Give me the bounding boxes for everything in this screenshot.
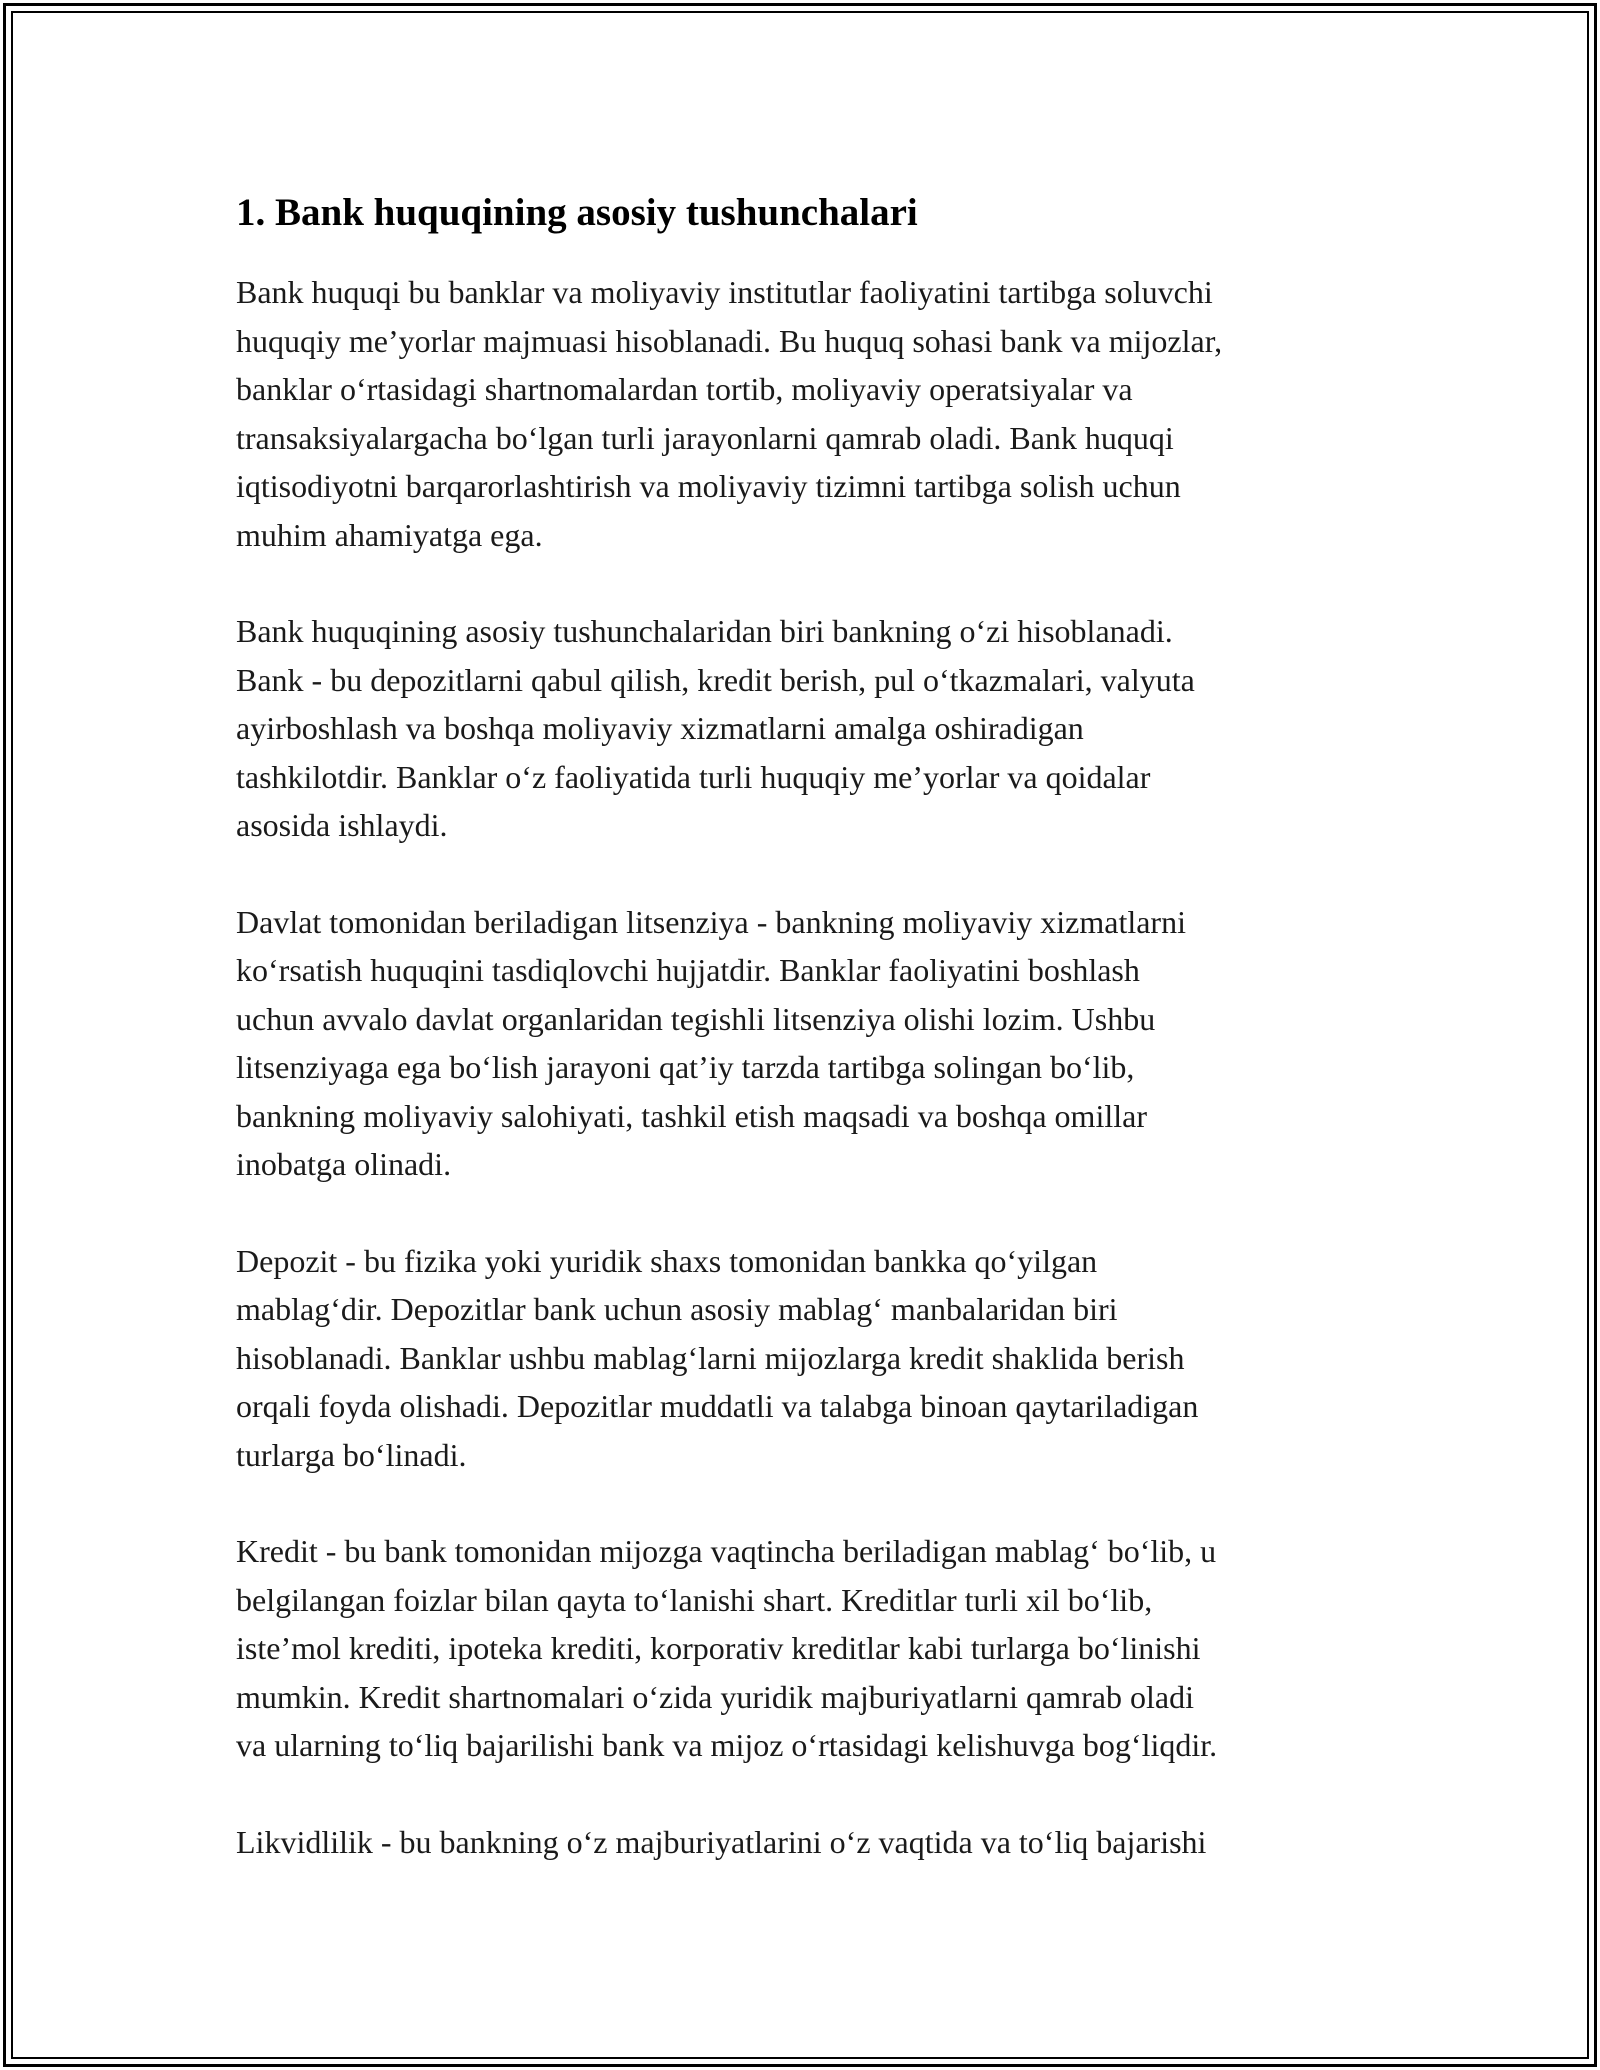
text-line: mumkin. Kredit shartnomalari oʻzida yuridik majburiyatlarni qamrab oladi [236,1678,1194,1715]
paragraph-deposit [236,1237,1386,1480]
text-line: orqali foyda olishadi. Depozitlar muddatli va talabga binoan qaytariladigan [236,1388,1199,1424]
paragraph-license [236,898,1386,1189]
text-line: banklar oʻrtasidagi shartnomalardan tortib, moliyaviy operatsiyalar va [236,371,1133,407]
text-line: ayirboshlash va boshqa moliyaviy xizmatlarni amalga oshiradigan [236,710,1084,746]
text-line: belgilangan foizlar bilan qayta toʻlanishi shart. Kreditlar turli xil boʻlib, [236,1581,1153,1618]
text-line: Depozit - bu fizika yoki yuridik shaxs tomonidan bankka qoʻyilgan [236,1242,1098,1279]
text-line: huquqiy me’yorlar majmuasi hisoblanadi. Bu huquq sohasi bank va mijozlar, [236,322,1223,359]
text-line: Bank - bu depozitlarni qabul qilish, kredit berish, pul oʻtkazmalari, valyuta [236,661,1195,698]
text-line: muhim ahamiyatga ega. [236,516,543,553]
text-line: Kredit - bu bank tomonidan mijozga vaqtincha beriladigan mablagʻ boʻlib, u [236,1533,1217,1569]
text-line: Likvidlilik - bu bankning oʻz majburiyatlarini oʻz vaqtida va toʻliq bajarishi [236,1823,1207,1860]
text-line: koʻrsatish huquqini tasdiqlovchi hujjatdir. Banklar faoliyatini boshlash [236,952,1140,988]
paragraph-bank-law-definition [236,268,1386,559]
text-line: bankning moliyaviy salohiyati, tashkil etish maqsadi va boshqa omillar [236,1097,1147,1134]
text-line: Davlat tomonidan beriladigan litsenziya - bankning moliyaviy xizmatlarni [236,903,1186,940]
text-line: Bank huquqining asosiy tushunchalaridan biri bankning oʻzi hisoblanadi. [236,613,1173,649]
text-line: va ularning toʻliq bajarilishi bank va mijoz oʻrtasidagi kelishuvga bogʻliqdir. [236,1727,1218,1763]
text-line: asosida ishlaydi. [236,807,448,843]
text-line: iqtisodiyotni barqarorlashtirish va moliyaviy tizimni tartibga solish uchun [236,468,1181,504]
paragraph-credit [236,1527,1386,1770]
text-line: iste’mol krediti, ipoteka krediti, korporativ kreditlar kabi turlarga boʻlinishi [236,1630,1201,1666]
text-line: transaksiyalargacha boʻlgan turli jarayonlarni qamrab oladi. Bank huquqi [236,419,1174,456]
paragraph-liquidity [236,1818,1386,1867]
text-line: uchun avvalo davlat organlaridan tegishli litsenziya olishi lozim. Ushbu [236,1000,1156,1037]
text-line: inobatga olinadi. [236,1146,452,1182]
section-heading: 1. Bank huquqining asosiy tushunchalari [236,191,918,234]
paragraph-bank-definition [236,607,1386,850]
text-line: turlarga boʻlinadi. [236,1436,467,1473]
text-line: hisoblanadi. Banklar ushbu mablagʻlarni mijozlarga kredit shaklida berish [236,1339,1185,1376]
text-line: tashkilotdir. Banklar oʻz faoliyatida turli huquqiy me’yorlar va qoidalar [236,758,1151,795]
text-line: Bank huquqi bu banklar va moliyaviy institutlar faoliyatini tartibga soluvchi [236,274,1213,310]
text-line: litsenziyaga ega boʻlish jarayoni qat’iy tarzda tartibga solingan boʻlib, [236,1049,1135,1085]
text-line: mablagʻdir. Depozitlar bank uchun asosiy mablagʻ manbalaridan biri [236,1291,1118,1327]
document-body [236,186,1386,1914]
